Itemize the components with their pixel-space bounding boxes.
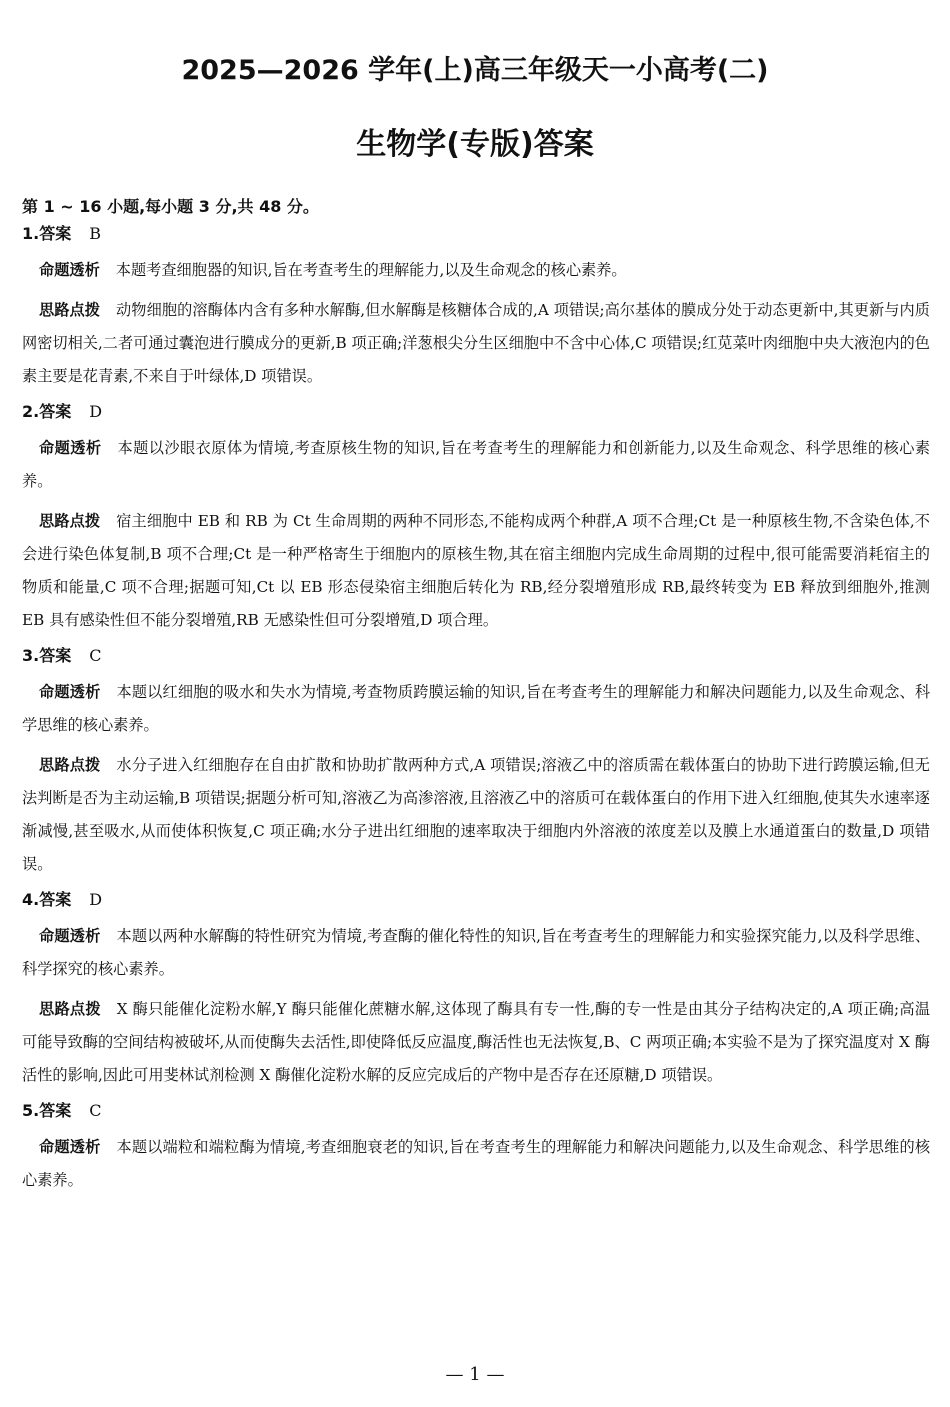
analysis-text: 本题以两种水解酶的特性研究为情境,考查酶的催化特性的知识,旨在考查考生的理解能力和实验探究能力,以及科学思维、科学探究的核心素养。	[22, 927, 931, 978]
question-header	[22, 400, 930, 424]
answer-value: B	[89, 224, 101, 243]
answer-value: D	[89, 402, 103, 421]
question-number: 1.	[22, 224, 40, 243]
answer-label: 答案	[39, 646, 72, 665]
question-5	[22, 1099, 930, 1197]
reasoning-paragraph	[22, 749, 930, 881]
question-header	[22, 888, 930, 912]
page-number: — 1 —	[445, 1364, 505, 1385]
reasoning-label: 思路点拨	[39, 512, 101, 530]
reasoning-label: 思路点拨	[39, 756, 101, 774]
question-3	[22, 644, 930, 881]
analysis-paragraph	[22, 254, 930, 287]
analysis-paragraph	[22, 1131, 930, 1197]
analysis-paragraph	[22, 432, 930, 498]
analysis-label: 命题透析	[39, 439, 102, 457]
exam-title: 2025—2026 学年(上)高三年级天一小高考(二)	[181, 55, 769, 86]
analysis-label: 命题透析	[39, 927, 101, 945]
analysis-text: 本题考查细胞器的知识,旨在考查考生的理解能力,以及生命观念的核心素养。	[115, 261, 627, 279]
analysis-label: 命题透析	[39, 1138, 101, 1156]
reasoning-paragraph	[22, 505, 930, 637]
reasoning-text: 动物细胞的溶酶体内含有多种水解酶,但水解酶是核糖体合成的,A 项错误;高尔基体的膜成分处于动态更新中,其更新与内质网密切相关,二者可通过囊泡进行膜成分的更新,B 项正确;洋葱根尖分生区细胞中不含中心体,C 项错误;红苋菜叶肉细胞中央大液泡内的色素主要是花青素,不来自于叶绿体,D 项错误。	[22, 301, 930, 385]
answer-list	[22, 222, 930, 1204]
reasoning-label: 思路点拨	[39, 1000, 101, 1018]
analysis-label: 命题透析	[39, 683, 101, 701]
reasoning-text: X 酶只能催化淀粉水解,Y 酶只能催化蔗糖水解,这体现了酶具有专一性,酶的专一性是由其分子结构决定的,A 项正确;高温可能导致酶的空间结构被破坏,从而使酶失去活性,即使降低反应温度,酶活性也无法恢复,B、C 两项正确;本实验不是为了探究温度对 X 酶活性的影响,因此可用斐林试剂检测 X 酶催化淀粉水解的反应完成后的产物中是否存在还原糖,D 项错误。	[22, 1000, 931, 1084]
subject-subtitle: 生物学(专版)答案	[356, 127, 594, 162]
question-header	[22, 644, 930, 668]
analysis-paragraph	[22, 920, 930, 986]
reasoning-paragraph	[22, 294, 930, 393]
answer-value: D	[89, 890, 103, 909]
question-1	[22, 222, 930, 393]
analysis-text: 本题以红细胞的吸水和失水为情境,考查物质跨膜运输的知识,旨在考查考生的理解能力和解决问题能力,以及生命观念、科学思维的核心素养。	[22, 683, 931, 734]
scoring-intro: 第 1 ~ 16 小题,每小题 3 分,共 48 分。	[22, 197, 319, 216]
question-4	[22, 888, 930, 1092]
question-number: 5.	[22, 1101, 40, 1120]
answer-value: C	[89, 646, 102, 665]
analysis-label: 命题透析	[39, 261, 100, 279]
question-number: 2.	[22, 402, 40, 421]
question-2	[22, 400, 930, 637]
answer-label: 答案	[39, 890, 72, 909]
answer-label: 答案	[39, 224, 72, 243]
question-header	[22, 1099, 930, 1123]
answer-value: C	[89, 1101, 102, 1120]
analysis-paragraph	[22, 676, 930, 742]
reasoning-label: 思路点拨	[39, 301, 101, 319]
reasoning-text: 宿主细胞中 EB 和 RB 为 Ct 生命周期的两种不同形态,不能构成两个种群,A 项不合理;Ct 是一种原核生物,不含染色体,不会进行染色体复制,B 项不合理;Ct 是一种严格寄生于细胞内的原核生物,其在宿主细胞内完成生命周期的过程中,很可能需要消耗宿主的物质和能量,C 项不合理;据题可知,Ct 以 EB 形态侵染宿主细胞后转化为 RB,经分裂增殖形成 RB,最终转变为 EB 释放到细胞外,推测 EB 具有感染性但不能分裂增殖,RB 无感染性但可分裂增殖,D 项合理。	[22, 512, 930, 629]
question-number: 4.	[22, 890, 40, 909]
answer-label: 答案	[39, 1101, 72, 1120]
reasoning-paragraph	[22, 993, 930, 1092]
analysis-text: 本题以沙眼衣原体为情境,考查原核生物的知识,旨在考查考生的理解能力和创新能力,以及生命观念、科学思维的核心素养。	[22, 439, 931, 490]
analysis-text: 本题以端粒和端粒酶为情境,考查细胞衰老的知识,旨在考查考生的理解能力和解决问题能力,以及生命观念、科学思维的核心素养。	[22, 1138, 931, 1189]
question-header	[22, 222, 930, 246]
reasoning-text: 水分子进入红细胞存在自由扩散和协助扩散两种方式,A 项错误;溶液乙中的溶质需在载体蛋白的协助下进行跨膜运输,但无法判断是否为主动运输,B 项错误;据题分析可知,溶液乙为高渗溶液,且溶液乙中的溶质可在载体蛋白的作用下进入红细胞,使其失水速率逐渐减慢,甚至吸水,从而使体积恢复,C 项正确;水分子进出红细胞的速率取决于细胞内外溶液的浓度差以及膜上水通道蛋白的数量,D 项错误。	[22, 756, 930, 873]
question-number: 3.	[22, 646, 40, 665]
answer-label: 答案	[39, 402, 72, 421]
